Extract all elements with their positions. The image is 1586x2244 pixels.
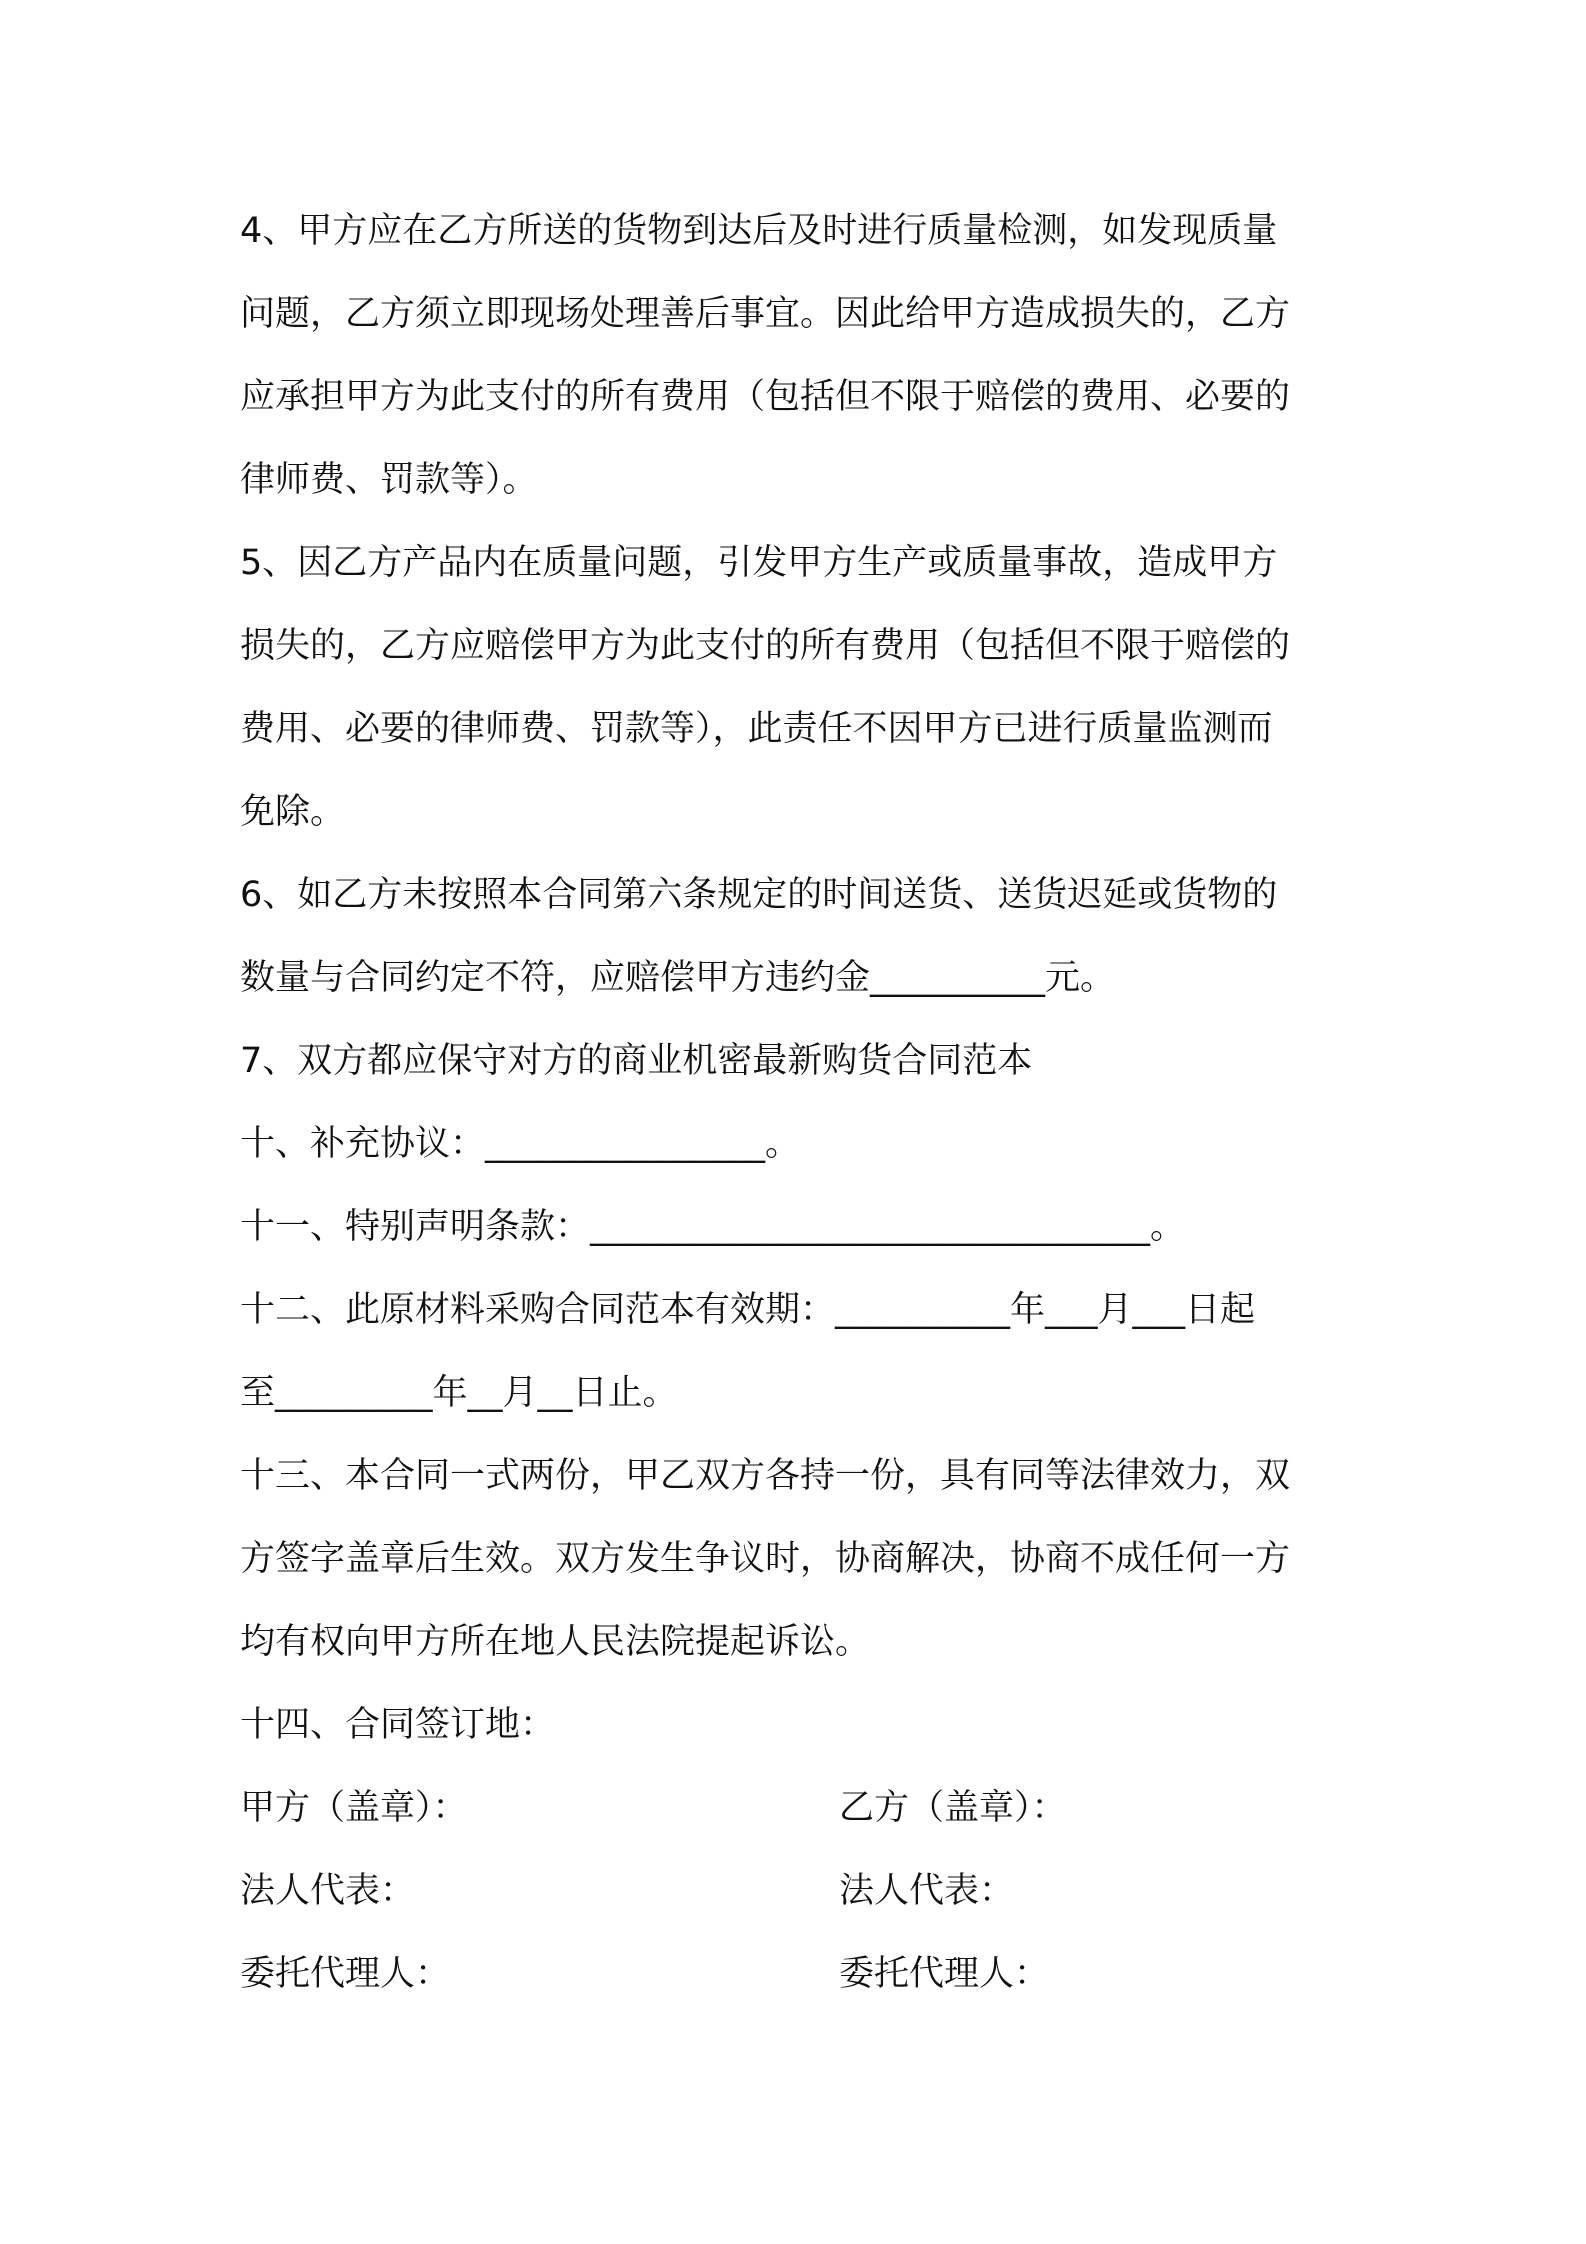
party-b-seal-label: 乙方（盖章）： [839, 1788, 1067, 1828]
contract-body [240, 190, 1360, 2016]
text-line: 至_________年__月__日止。 [240, 1373, 678, 1413]
text-line: 方签字盖章后生效。双方发生争议时，协商解决，协商不成任何一方 [240, 1539, 1291, 1579]
article-11-special-terms [240, 1186, 1360, 1269]
article-10-supplementary [240, 1103, 1360, 1186]
text-line: 十四、合同签订地： [240, 1705, 556, 1745]
article-13-copies [240, 1435, 1360, 1684]
text-line: 问题，乙方须立即现场处理善后事宜。因此给甲方造成损失的，乙方 [240, 294, 1291, 334]
text-line: 4、甲方应在乙方所送的货物到达后及时进行质量检测，如发现质量 [240, 211, 1278, 251]
text-line: 数量与合同约定不符，应赔偿甲方违约金__________元。 [240, 958, 1116, 998]
party-a-agent-label: 委托代理人： [240, 1954, 451, 1994]
clause-7 [240, 1020, 1360, 1103]
text-line: 7、双方都应保守对方的商业机密最新购货合同范本 [240, 1041, 1033, 1081]
text-line: 免除。 [240, 792, 346, 832]
text-line: 十二、此原材料采购合同范本有效期：__________年___月___日起 [240, 1290, 1256, 1330]
text-line: 5、因乙方产品内在质量问题，引发甲方生产或质量事故，造成甲方 [240, 543, 1278, 583]
party-b-agent-label: 委托代理人： [839, 1954, 1050, 1994]
text-line: 应承担甲方为此支付的所有费用（包括但不限于赔偿的费用、必要的 [240, 377, 1291, 417]
clause-6 [240, 854, 1360, 1020]
text-line: 6、如乙方未按照本合同第六条规定的时间送货、送货迟延或货物的 [240, 875, 1278, 915]
text-line: 十一、特别声明条款：________________________________。 [240, 1207, 1186, 1247]
party-a-seal-label: 甲方（盖章）： [240, 1788, 468, 1828]
signature-row-seal [240, 1767, 1360, 1850]
signature-row-agent [240, 1933, 1360, 2016]
party-b-representative-label: 法人代表： [839, 1871, 1015, 1911]
party-a-representative-label: 法人代表： [240, 1871, 416, 1911]
text-line: 十、补充协议：________________。 [240, 1124, 801, 1164]
text-line: 费用、必要的律师费、罚款等），此责任不因甲方已进行质量监测而 [240, 709, 1273, 749]
article-14-signing-place [240, 1684, 1360, 1767]
text-line: 均有权向甲方所在地人民法院提起诉讼。 [240, 1622, 871, 1662]
clause-4 [240, 190, 1360, 522]
clause-5 [240, 522, 1360, 854]
signature-row-representative [240, 1850, 1360, 1933]
article-12-validity [240, 1269, 1360, 1435]
text-line: 损失的，乙方应赔偿甲方为此支付的所有费用（包括但不限于赔偿的 [240, 626, 1291, 666]
signature-block [240, 1767, 1360, 2016]
text-line: 十三、本合同一式两份，甲乙双方各持一份，具有同等法律效力，双 [240, 1456, 1291, 1496]
text-line: 律师费、罚款等）。 [240, 460, 538, 500]
